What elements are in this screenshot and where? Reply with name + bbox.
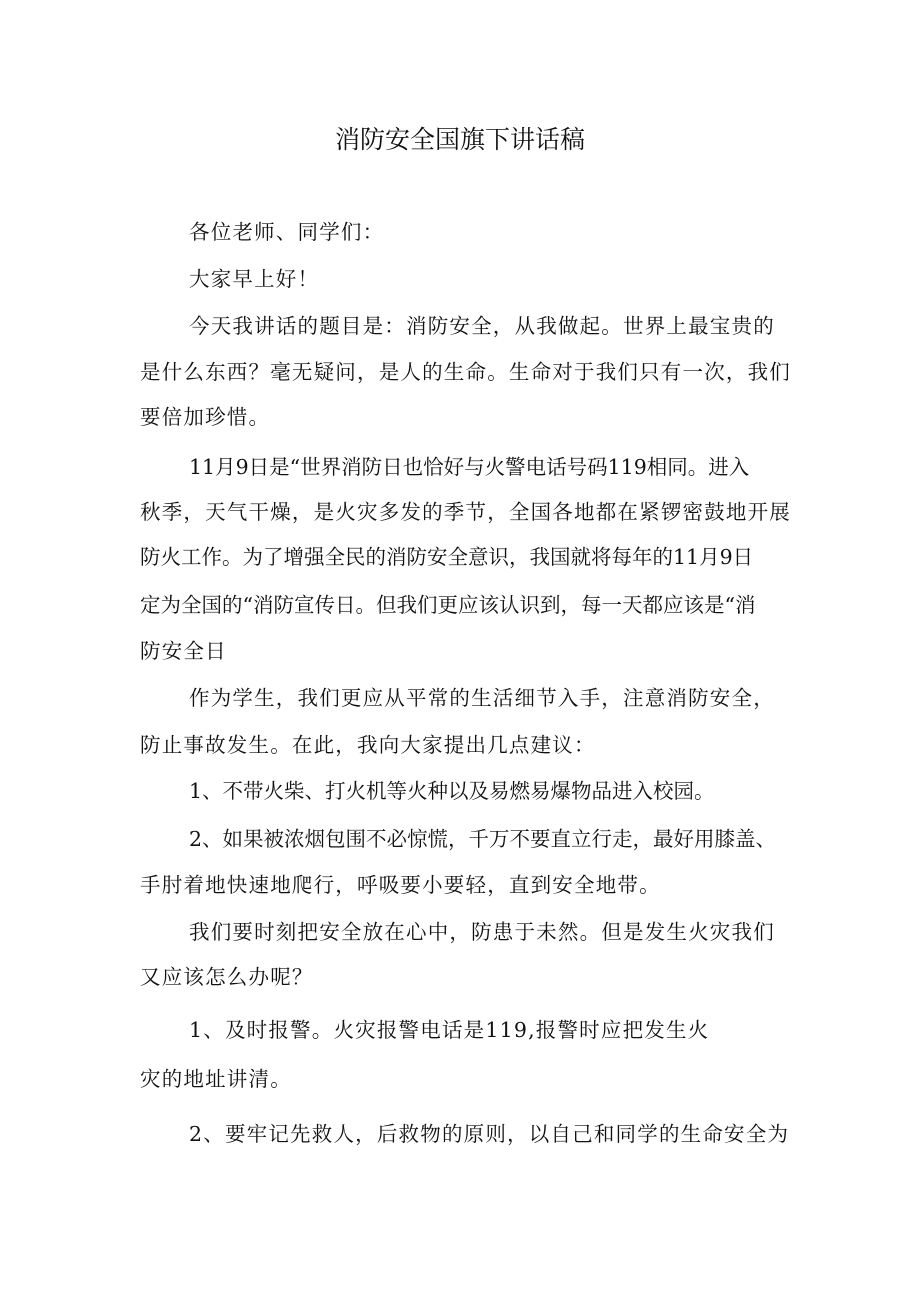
- paragraph-4-line-1: 我们要时刻把安全放在心中，防患于未然。但是发生火灾我们: [189, 920, 775, 944]
- document-title: 消防安全国旗下讲话稿: [334, 125, 585, 154]
- action-1-line-1: 1、及时报警。火灾报警电话是119,报警时应把发生火: [189, 1018, 710, 1042]
- paragraph-4-line-2: 又应该怎么办呢？: [140, 965, 314, 989]
- suggestion-2-line-2: 手肘着地快速地爬行，呼吸要小要轻，直到安全地带。: [140, 873, 661, 897]
- suggestion-1: 1、不带火柴、打火机等火种以及易燃易爆物品进入校园。: [189, 779, 715, 803]
- action-1-line-2: 灾的地址讲清。: [140, 1067, 292, 1091]
- suggestion-2-line-1: 2、如果被浓烟包围不必惊慌，千万不要直立行走，最好用膝盖、: [189, 827, 777, 851]
- paragraph-3-line-1: 作为学生，我们更应从平常的生活细节入手，注意消防安全，: [189, 686, 775, 710]
- paragraph-2-line-4: 定为全国的“消防宣传日。但我们更应该认识到，每一天都应该是“消: [140, 593, 756, 617]
- paragraph-2-line-3: 防火工作。为了增强全民的消防安全意识，我国就将每年的11月9日: [140, 545, 754, 569]
- paragraph-2-line-1: 11月9日是“世界消防日也恰好与火警电话号码119相同。进入: [189, 455, 750, 479]
- greeting-line: 大家早上好！: [189, 267, 320, 291]
- paragraph-1-line-2: 是什么东西？毫无疑问，是人的生命。生命对于我们只有一次，我们: [140, 360, 791, 384]
- paragraph-2-line-2: 秋季，天气干燥，是火灾多发的季节，全国各地都在紧锣密鼓地开展: [140, 500, 791, 524]
- action-2-line-1: 2、要牢记先救人，后救物的原则，以自己和同学的生命安全为: [189, 1122, 790, 1146]
- paragraph-3-line-2: 防止事故发生。在此，我向大家提出几点建议：: [140, 733, 596, 757]
- salutation-line: 各位老师、同学们：: [189, 220, 385, 244]
- paragraph-1-line-1: 今天我讲话的题目是：消防安全，从我做起。世界上最宝贵的: [189, 314, 775, 338]
- paragraph-2-line-5: 防安全日: [140, 639, 227, 663]
- paragraph-1-line-3: 要倍加珍惜。: [140, 405, 271, 429]
